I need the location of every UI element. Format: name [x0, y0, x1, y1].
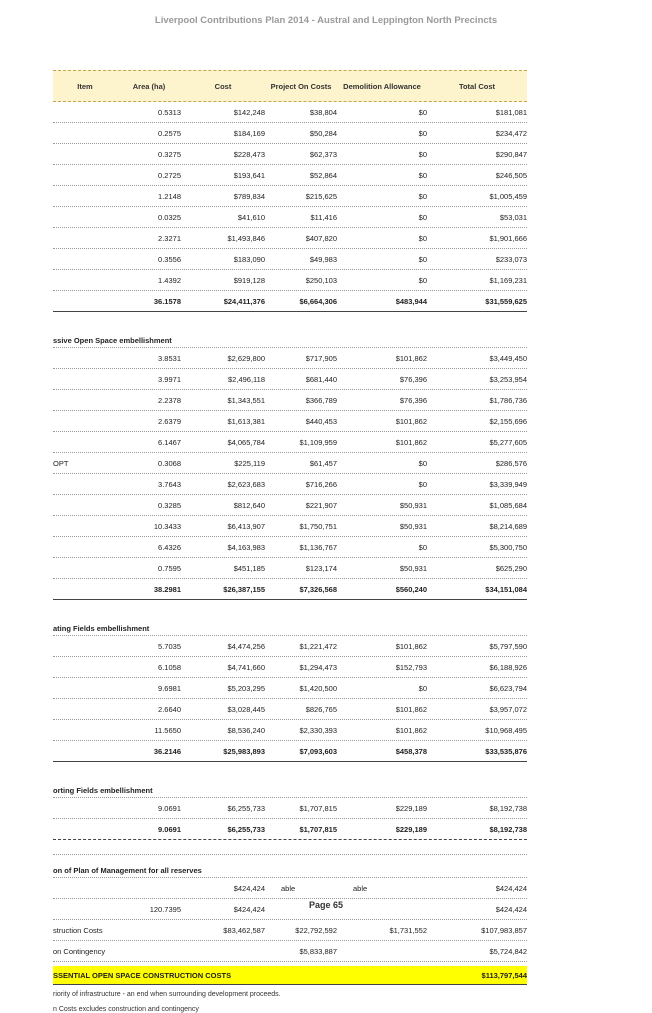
cell-total-cost: $34,151,084	[485, 584, 527, 594]
cell-area: 3.9971	[158, 374, 181, 384]
cell-total-cost: $424,424	[495, 904, 527, 914]
cell-area: 36.1578	[153, 296, 181, 306]
cell-area: 0.3556	[158, 254, 181, 264]
table-row	[53, 558, 527, 579]
section3-total	[53, 741, 527, 762]
grand-total-value: $113,797,544	[481, 970, 527, 980]
cell-area: 0.3285	[158, 500, 181, 510]
cell-demolition-allowance: $76,396	[399, 374, 427, 384]
cell-demolition-allowance: $0	[418, 149, 427, 159]
cell-demolition-allowance: $560,240	[395, 584, 427, 594]
open-space-costs-table	[53, 70, 527, 1013]
cell-cost: $184,169	[233, 128, 265, 138]
cell-cost: $2,496,118	[228, 374, 265, 384]
cell-project-on-costs: $61,457	[309, 458, 337, 468]
cell-project-on-costs: $62,373	[309, 149, 337, 159]
cell-cost: $83,462,587	[223, 925, 265, 935]
cell-cost: $142,248	[233, 107, 265, 117]
cell-cost: $5,203,295	[227, 683, 265, 693]
header-item: Item	[77, 81, 93, 91]
grand-total-row	[53, 966, 527, 985]
cell-cost: $8,536,240	[227, 725, 265, 735]
cell-project-on-costs: $49,983	[309, 254, 337, 264]
cell-cost: $424,424	[233, 904, 265, 914]
cell-area: 0.3068	[158, 458, 181, 468]
page-header: Liverpool Contributions Plan 2014 - Austral and Leppington North Precincts	[154, 15, 498, 26]
cell-total-cost: $8,192,738	[489, 824, 527, 834]
cell-demolition-allowance: $76,396	[399, 395, 427, 405]
section1-rows	[53, 102, 527, 291]
cell-cost: $2,629,800	[227, 353, 265, 363]
cell-project-on-costs: $717,905	[305, 353, 337, 363]
cell-cost: $41,610	[237, 212, 265, 222]
table-row	[53, 411, 527, 432]
cell-area: 6.1467	[158, 437, 181, 447]
cell-demolition-allowance: $0	[418, 479, 427, 489]
cell-demolition-allowance: $50,931	[399, 563, 427, 573]
applicable-note: able	[281, 883, 296, 893]
cell-project-on-costs: $1,707,815	[299, 824, 337, 834]
cell-total-cost: $8,192,738	[489, 803, 527, 813]
section4-title: orting Fields embellishment	[53, 777, 527, 798]
cell-demolition-allowance: $101,862	[395, 353, 427, 363]
cell-area: 36.2146	[153, 746, 181, 756]
cell-area: 11.5650	[154, 725, 181, 735]
cell-project-on-costs: $22,792,592	[295, 925, 337, 935]
cell-area: 1.4392	[158, 275, 181, 285]
cell-project-on-costs: $7,326,568	[299, 584, 337, 594]
cell-total-cost: $233,073	[495, 254, 527, 264]
header-cost: Cost	[214, 81, 232, 91]
cell-cost: $1,493,846	[227, 233, 265, 243]
cell-demolition-allowance: $0	[418, 458, 427, 468]
cell-demolition-allowance: $0	[418, 542, 427, 552]
cell-demolition-allowance: $0	[418, 128, 427, 138]
table-row	[53, 474, 527, 495]
section2-title: ssive Open Space embellishment	[53, 327, 527, 348]
cell-cost: $812,640	[233, 500, 265, 510]
cell-project-on-costs: $1,294,473	[299, 662, 337, 672]
table-row	[53, 516, 527, 537]
table-row	[53, 432, 527, 453]
cell-cost: $193,641	[233, 170, 265, 180]
cell-item: struction Costs	[53, 925, 103, 935]
table-row	[53, 348, 527, 369]
cell-total-cost: $1,085,684	[489, 500, 527, 510]
cell-total-cost: $53,031	[499, 212, 527, 222]
cell-area: 0.0325	[158, 212, 181, 222]
cell-demolition-allowance: $0	[418, 233, 427, 243]
table-row	[53, 537, 527, 558]
cell-demolition-allowance: $1,731,552	[389, 925, 427, 935]
cell-area: 3.7643	[158, 479, 181, 489]
table-row	[53, 798, 527, 819]
cell-cost: $225,119	[234, 458, 265, 468]
cell-project-on-costs: $215,625	[305, 191, 337, 201]
cell-total-cost: $3,957,072	[489, 704, 527, 714]
cell-item: OPT	[53, 458, 69, 468]
applicable-note: able	[353, 883, 368, 893]
cell-project-on-costs: $1,750,751	[299, 521, 337, 531]
page-number: Page 65	[308, 900, 344, 910]
section2-rows	[53, 348, 527, 579]
cell-demolition-allowance: $0	[418, 275, 427, 285]
cell-demolition-allowance: $101,862	[395, 725, 427, 735]
cell-demolition-allowance: $458,378	[395, 746, 427, 756]
cell-cost: $451,185	[233, 563, 265, 573]
section3-rows	[53, 636, 527, 741]
table-row	[53, 249, 527, 270]
section5-rows	[53, 878, 527, 920]
cell-cost: $6,413,907	[227, 521, 265, 531]
grand-total-label: SSENTIAL OPEN SPACE CONSTRUCTION COSTS	[53, 970, 232, 980]
cell-total-cost: $1,786,736	[489, 395, 527, 405]
cell-cost: $4,163,983	[227, 542, 265, 552]
cell-cost: $4,065,784	[227, 437, 265, 447]
header-project-on-costs: Project On Costs	[270, 81, 332, 91]
cell-item: on Contingency	[53, 946, 106, 956]
cell-cost: $2,623,683	[227, 479, 265, 489]
cell-cost: $3,028,445	[227, 704, 265, 714]
table-row	[53, 144, 527, 165]
cell-demolition-allowance: $50,931	[399, 521, 427, 531]
cell-cost: $424,424	[233, 883, 265, 893]
table-row	[53, 102, 527, 123]
cell-total-cost: $10,968,495	[485, 725, 527, 735]
cell-project-on-costs: $123,174	[305, 563, 337, 573]
table-row	[53, 720, 527, 741]
cell-total-cost: $246,505	[495, 170, 527, 180]
cell-area: 38.2981	[153, 584, 181, 594]
cell-total-cost: $31,559,625	[485, 296, 527, 306]
cell-area: 3.8531	[158, 353, 181, 363]
table-row	[53, 453, 527, 474]
section3-title: ating Fields embellishment	[53, 615, 527, 636]
table-row	[53, 941, 527, 962]
cell-total-cost: $5,277,605	[489, 437, 527, 447]
cell-total-cost: $33,535,876	[485, 746, 527, 756]
table-row	[53, 369, 527, 390]
cell-demolition-allowance: $0	[418, 107, 427, 117]
cell-area: 6.1058	[158, 662, 181, 672]
cell-total-cost: $1,169,231	[489, 275, 527, 285]
cell-demolition-allowance: $229,189	[395, 824, 427, 834]
cell-area: 0.7595	[158, 563, 181, 573]
spacer-row	[53, 840, 527, 855]
cell-project-on-costs: $52,864	[309, 170, 337, 180]
cell-project-on-costs: $250,103	[305, 275, 337, 285]
cell-project-on-costs: $11,416	[310, 212, 337, 222]
cell-project-on-costs: $2,330,393	[299, 725, 337, 735]
cell-area: 9.6981	[158, 683, 181, 693]
cell-project-on-costs: $7,093,603	[299, 746, 337, 756]
cell-project-on-costs: $38,804	[309, 107, 337, 117]
table-row	[53, 699, 527, 720]
footnote-2: n Costs excludes construction and contingency	[53, 1006, 199, 1013]
table-row	[53, 878, 527, 899]
cell-project-on-costs: $440,453	[305, 416, 337, 426]
cell-project-on-costs: $1,136,767	[299, 542, 337, 552]
cell-total-cost: $424,424	[495, 883, 527, 893]
cell-project-on-costs: $6,664,306	[299, 296, 337, 306]
cell-demolition-allowance: $229,189	[395, 803, 427, 813]
cell-project-on-costs: $366,789	[305, 395, 337, 405]
table-row	[53, 390, 527, 411]
table-row	[53, 579, 527, 600]
cell-total-cost: $3,339,949	[489, 479, 527, 489]
cell-area: 5.7035	[158, 641, 181, 651]
cell-total-cost: $8,214,689	[489, 521, 527, 531]
cell-cost: $4,474,256	[227, 641, 265, 651]
cell-cost: $6,255,733	[227, 824, 265, 834]
cell-demolition-allowance: $152,793	[395, 662, 427, 672]
cell-project-on-costs: $50,284	[309, 128, 337, 138]
cell-area: 2.6379	[158, 416, 181, 426]
section2-total	[53, 579, 527, 600]
cell-total-cost: $181,081	[495, 107, 527, 117]
cell-total-cost: $6,188,926	[489, 662, 527, 672]
section1-total	[53, 291, 527, 312]
cell-demolition-allowance: $101,862	[395, 437, 427, 447]
table-row	[53, 636, 527, 657]
table-row	[53, 819, 527, 840]
cell-total-cost: $3,253,954	[489, 374, 527, 384]
cell-demolition-allowance: $101,862	[395, 416, 427, 426]
cell-project-on-costs: $1,109,959	[299, 437, 337, 447]
table-row	[53, 186, 527, 207]
table-row	[53, 207, 527, 228]
cell-project-on-costs: $826,765	[305, 704, 337, 714]
table-row	[53, 495, 527, 516]
cell-area: 6.4326	[158, 542, 181, 552]
cell-project-on-costs: $681,440	[305, 374, 337, 384]
cell-total-cost: $286,576	[495, 458, 527, 468]
header-demolition-allowance: Demolition Allowance	[343, 81, 421, 91]
summary-rows	[53, 920, 527, 962]
cell-total-cost: $1,901,666	[489, 233, 527, 243]
cell-area: 120.7395	[149, 904, 181, 914]
cell-demolition-allowance: $0	[418, 191, 427, 201]
cell-cost: $919,128	[233, 275, 265, 285]
cell-area: 10.3433	[153, 521, 181, 531]
cell-total-cost: $3,449,450	[489, 353, 527, 363]
section5-title: on of Plan of Management for all reserves	[53, 857, 527, 878]
cell-area: 0.5313	[158, 107, 181, 117]
table-row	[53, 270, 527, 291]
cell-total-cost: $1,005,459	[489, 191, 527, 201]
cell-project-on-costs: $1,221,472	[299, 641, 337, 651]
cell-area: 9.0691	[158, 803, 181, 813]
footnote-1: riority of infrastructure - an end when surrounding development proceeds.	[53, 991, 281, 998]
cell-project-on-costs: $5,833,887	[299, 946, 337, 956]
cell-project-on-costs: $716,266	[305, 479, 337, 489]
cell-area: 1.2148	[158, 191, 181, 201]
cell-cost: $183,090	[233, 254, 265, 264]
table-row	[53, 920, 527, 941]
cell-demolition-allowance: $0	[418, 254, 427, 264]
cell-demolition-allowance: $483,944	[395, 296, 427, 306]
cell-total-cost: $625,290	[495, 563, 527, 573]
cell-total-cost: $5,724,842	[489, 946, 527, 956]
cell-project-on-costs: $1,420,500	[299, 683, 337, 693]
cell-area: 2.3271	[158, 233, 181, 243]
table-row	[53, 657, 527, 678]
cell-area: 2.2378	[158, 395, 181, 405]
header-total-cost: Total Cost	[458, 81, 496, 91]
header-area: Area (ha)	[132, 81, 166, 91]
table-row	[53, 291, 527, 312]
cell-cost: $25,983,893	[223, 746, 265, 756]
section4-total	[53, 819, 527, 840]
cell-cost: $6,255,733	[227, 803, 265, 813]
cell-total-cost: $290,847	[495, 149, 527, 159]
cell-area: 0.2725	[158, 170, 181, 180]
table-row	[53, 165, 527, 186]
cell-demolition-allowance: $0	[418, 683, 427, 693]
cell-total-cost: $2,155,696	[489, 416, 527, 426]
cell-total-cost: $234,472	[495, 128, 527, 138]
cell-area: 2.6640	[158, 704, 181, 714]
table-row	[53, 741, 527, 762]
cell-cost: $228,473	[233, 149, 265, 159]
cell-total-cost: $5,797,590	[489, 641, 527, 651]
cell-cost: $26,387,155	[223, 584, 265, 594]
cell-project-on-costs: $407,820	[305, 233, 337, 243]
cell-total-cost: $107,983,857	[481, 925, 527, 935]
cell-project-on-costs: $1,707,815	[299, 803, 337, 813]
section4-rows	[53, 798, 527, 819]
cell-area: 0.2575	[158, 128, 181, 138]
cell-cost: $789,834	[233, 191, 265, 201]
cell-demolition-allowance: $0	[418, 212, 427, 222]
cell-area: 0.3275	[158, 149, 181, 159]
table-header-row	[53, 70, 527, 102]
table-row	[53, 228, 527, 249]
cell-demolition-allowance: $101,862	[395, 641, 427, 651]
cell-cost: $1,613,381	[227, 416, 265, 426]
cell-total-cost: $5,300,750	[489, 542, 527, 552]
cell-total-cost: $6,623,794	[489, 683, 527, 693]
table-row	[53, 678, 527, 699]
cell-demolition-allowance: $50,931	[399, 500, 427, 510]
cell-area: 9.0691	[158, 824, 181, 834]
cell-cost: $4,741,660	[227, 662, 265, 672]
cell-demolition-allowance: $101,862	[395, 704, 427, 714]
table-row	[53, 123, 527, 144]
cell-cost: $1,343,551	[227, 395, 265, 405]
cell-demolition-allowance: $0	[418, 170, 427, 180]
cell-project-on-costs: $221,907	[305, 500, 337, 510]
cell-cost: $24,411,376	[223, 296, 265, 306]
